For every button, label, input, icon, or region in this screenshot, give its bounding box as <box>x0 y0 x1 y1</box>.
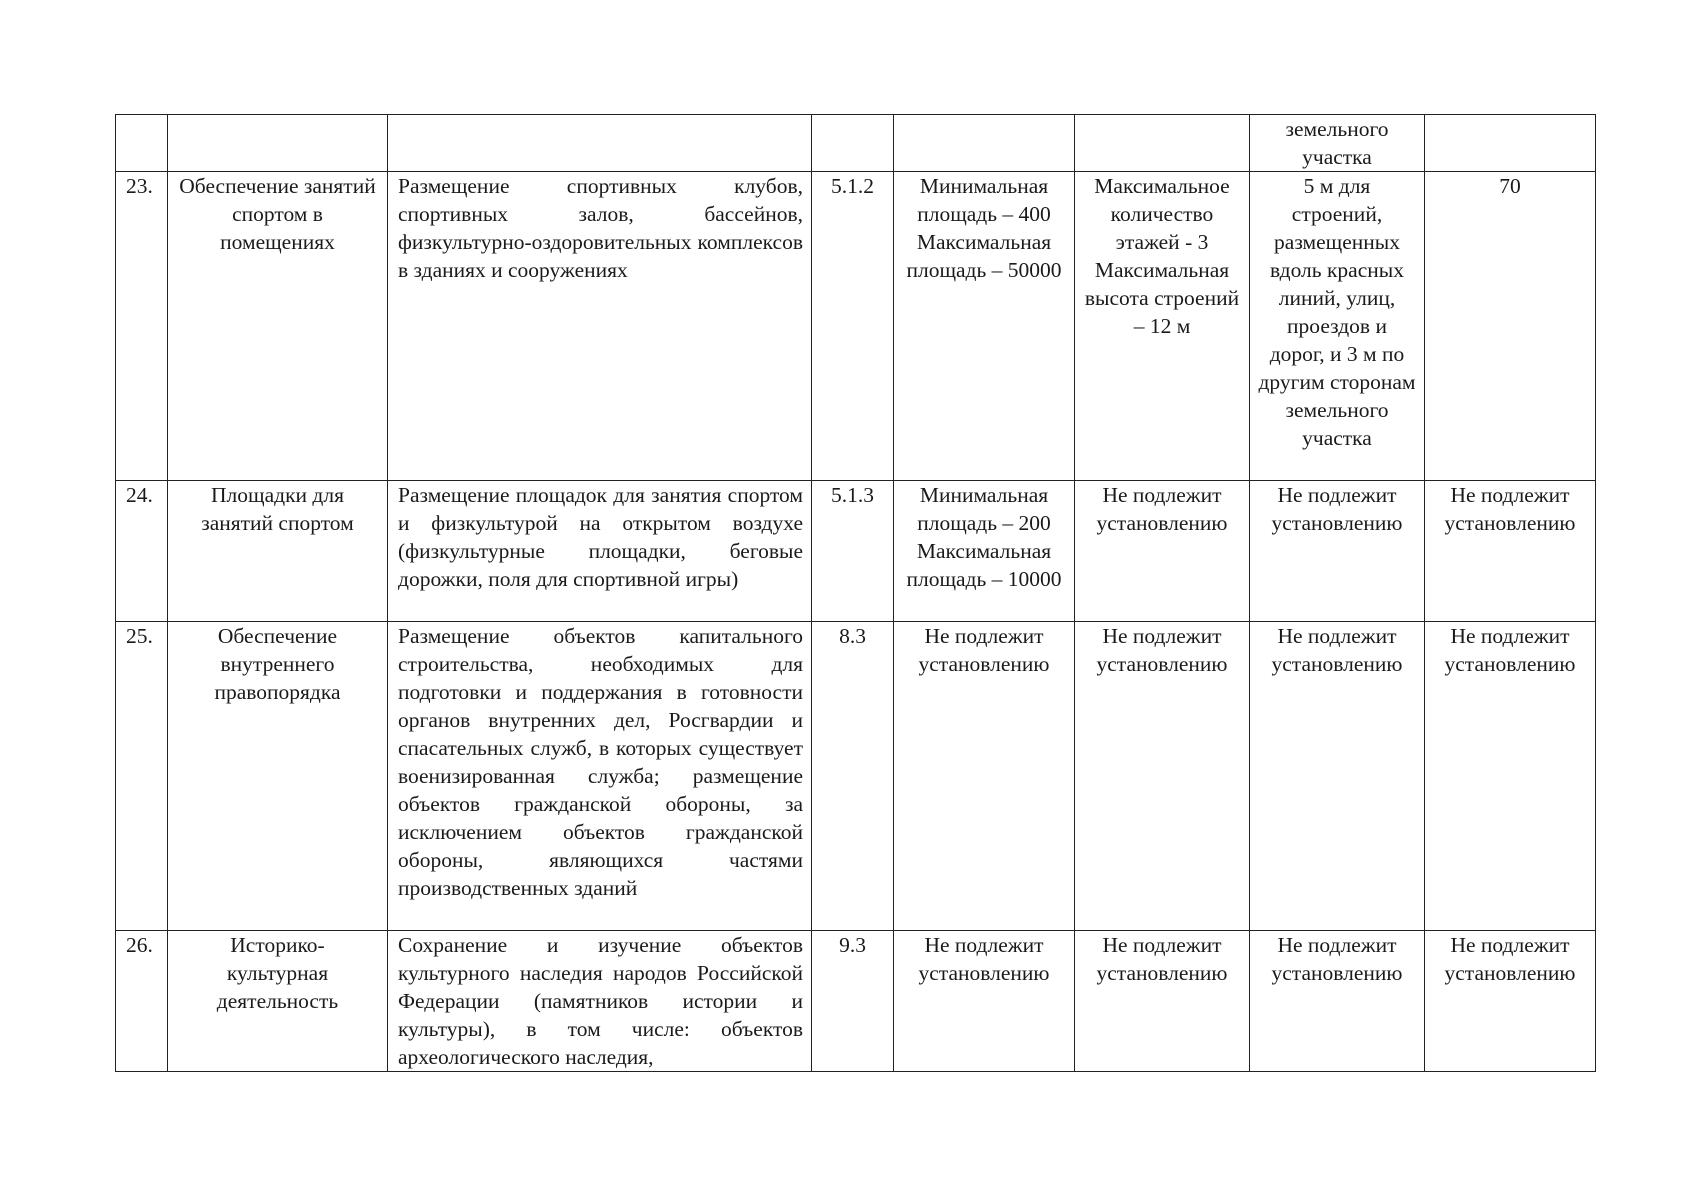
max-height <box>1075 481 1250 622</box>
coverage <box>1425 115 1596 172</box>
plot-area <box>894 172 1075 481</box>
max-height <box>1075 931 1250 1072</box>
max-height-text: Не подлежит установлению <box>1096 624 1228 676</box>
use-name-text: Историко-культурная деятельность <box>216 933 339 1013</box>
table-row <box>116 622 1596 931</box>
setback <box>1250 931 1425 1072</box>
use-name: Обеспечение занятий спортом в помещениях <box>168 172 388 481</box>
use-name-text: Обеспечение внутреннего правопорядка <box>214 624 341 704</box>
max-height <box>1075 622 1250 931</box>
use-code: 8.3 <box>812 622 894 931</box>
use-name <box>168 481 388 622</box>
setback <box>1250 622 1425 931</box>
plot-area <box>894 115 1075 172</box>
row-number: 24. <box>116 481 168 622</box>
coverage-text: Не подлежит установлению <box>1444 933 1576 985</box>
use-code: 9.3 <box>812 931 894 1072</box>
plot-area <box>894 481 1075 622</box>
row-number <box>116 115 168 172</box>
row-number: 26. <box>116 931 168 1072</box>
plot-area-text: Не подлежит установлению <box>918 624 1050 676</box>
use-name <box>168 115 388 172</box>
use-description: Размещение спортивных клубов, спортивных залов, бассейнов, физкультурно-оздоровительных комплексов в зданиях и сооружениях <box>388 172 812 481</box>
use-description: Размещение объектов капитального строительства, необходимых для подготовки и поддержания в готовности органов внутренних дел, Росгвардии и спасательных служб, в которых существует военизированная служба; размещение объектов гражданской обороны, за исключением объектов гражданской обороны, являющихся частями производственных зданий <box>388 622 812 931</box>
plot-area-text: Минимальная площадь – 400 Максимальная площадь – 50000 <box>906 174 1062 282</box>
coverage <box>1425 622 1596 931</box>
coverage <box>1425 481 1596 622</box>
row-number: 25. <box>116 622 168 931</box>
plot-area <box>894 622 1075 931</box>
table-row <box>116 931 1596 1072</box>
plot-area-text: Не подлежит установлению <box>918 933 1050 985</box>
coverage-text: Не подлежит установлению <box>1444 624 1576 676</box>
use-name <box>168 931 388 1072</box>
use-code: 5.1.2 <box>812 172 894 481</box>
setback-text: земельного участка <box>1285 117 1389 169</box>
use-code <box>812 115 894 172</box>
setback-text: Не подлежит установлению <box>1271 483 1403 535</box>
table-row <box>116 172 1596 481</box>
max-height-text: Максимальное количество этажей - 3 Максимальная высота строений – 12 м <box>1084 174 1240 338</box>
table-row <box>116 115 1596 172</box>
setback <box>1250 115 1425 172</box>
use-code: 5.1.3 <box>812 481 894 622</box>
max-height <box>1075 172 1250 481</box>
max-height <box>1075 115 1250 172</box>
plot-area <box>894 931 1075 1072</box>
setback-text: 5 м для строений, размещенных вдоль красных линий, улиц, проездов и дорог, и 3 м по другим сторонам земельного участка <box>1258 174 1416 450</box>
setback <box>1250 481 1425 622</box>
use-description: Сохранение и изучение объектов культурного наследия народов Российской Федерации (памятников истории и культуры), в том числе: объектов археологического наследия, <box>388 931 812 1072</box>
coverage <box>1425 931 1596 1072</box>
coverage: 70 <box>1425 172 1596 481</box>
use-description <box>388 115 812 172</box>
land-use-table <box>115 114 1596 1072</box>
max-height-text: Не подлежит установлению <box>1096 933 1228 985</box>
coverage-text: Не подлежит установлению <box>1444 483 1576 535</box>
use-name-text: Площадки для занятий спортом <box>201 483 354 535</box>
setback-text: Не подлежит установлению <box>1271 624 1403 676</box>
use-description: Размещение площадок для занятия спортом и физкультурой на открытом воздухе (физкультурные площадки, беговые дорожки, поля для спортивной игры) <box>388 481 812 622</box>
row-number: 23. <box>116 172 168 481</box>
setback <box>1250 172 1425 481</box>
plot-area-text: Минимальная площадь – 200 Максимальная площадь – 10000 <box>906 483 1062 591</box>
setback-text: Не подлежит установлению <box>1271 933 1403 985</box>
max-height-text: Не подлежит установлению <box>1096 483 1228 535</box>
table-row <box>116 481 1596 622</box>
use-name <box>168 622 388 931</box>
